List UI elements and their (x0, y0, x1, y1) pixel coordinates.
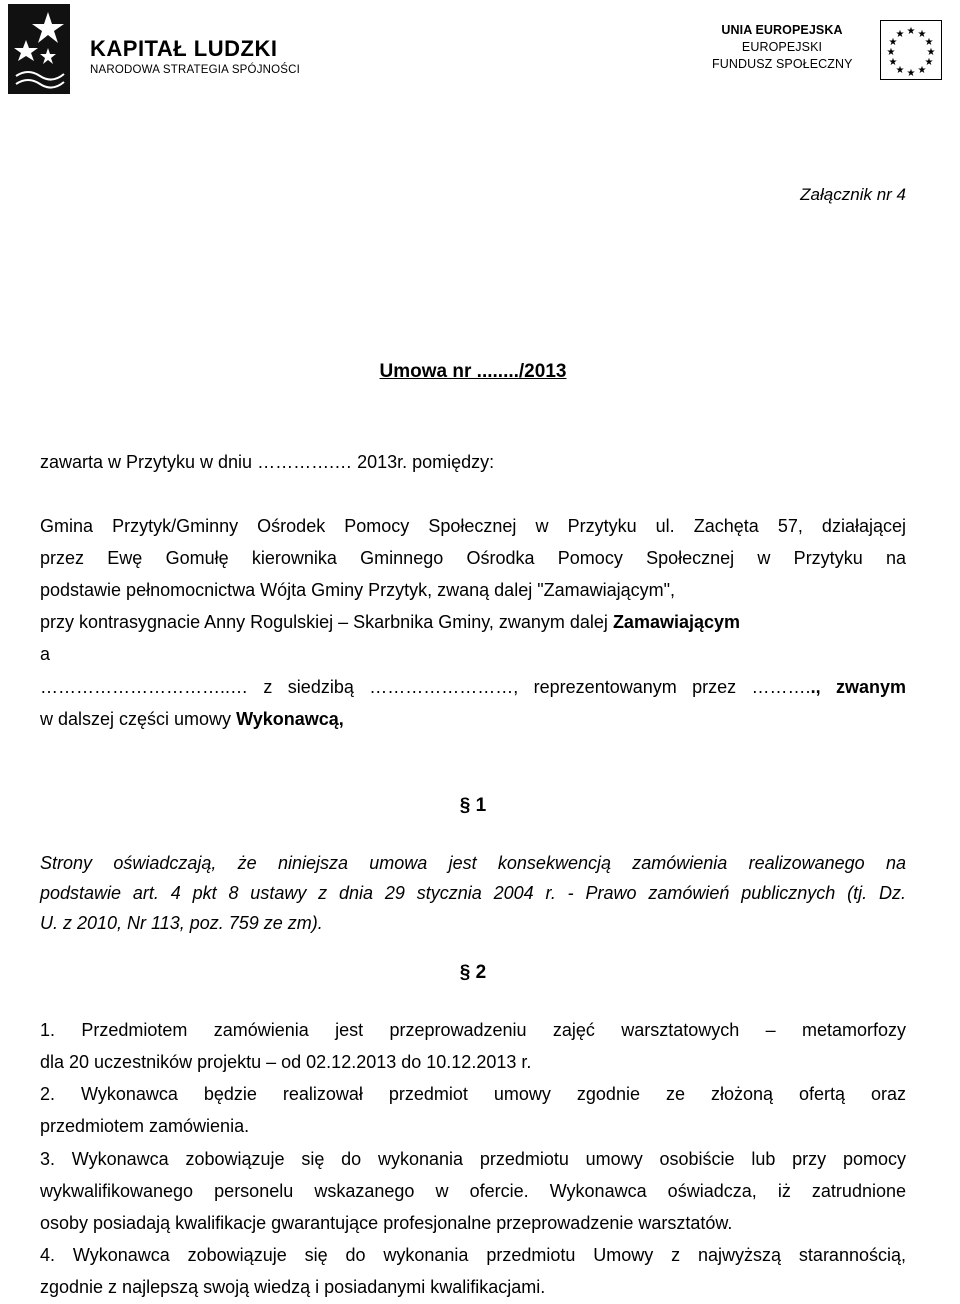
svg-text:★: ★ (924, 57, 934, 68)
parties-line-4-bold: Zamawiającym (612, 612, 741, 632)
parties-line-5: a (40, 644, 51, 664)
logo-title: KAPITAŁ LUDZKI (90, 36, 278, 61)
parties-line-4-text: przy kontrasygnacie Anny Rogulskiej – Skarbnika Gminy, zwanym dalej (40, 612, 613, 632)
svg-text:★: ★ (924, 37, 934, 48)
parties-line-7-text: w dalszej części umowy (40, 709, 237, 729)
parties-line-2: przez Ewę Gomułę kierownika Gminnego Ośrodka Pomocy Społecznej w Przytyku na (40, 548, 906, 568)
svg-text:★: ★ (888, 57, 898, 68)
parties-line-3: podstawie pełnomocnictwa Wójta Gminy Przytyk, zwaną dalej "Zamawiającym", (40, 580, 676, 600)
svg-text:★: ★ (926, 47, 936, 58)
svg-text:★: ★ (888, 37, 898, 48)
svg-text:★: ★ (895, 29, 905, 40)
section-1-line-2: podstawie art. 4 pkt 8 ustawy z dnia 29 stycznia 2004 r. - Prawo zamówień publicznych (tj. Dz. (40, 883, 906, 903)
parties-line-7-bold: Wykonawcą, (236, 709, 344, 729)
section-2-item-2-line-1: 2. Wykonawca będzie realizował przedmiot umowy zgodnie ze złożoną ofertą oraz (40, 1084, 906, 1104)
eu-logo-line-3: FUNDUSZ SPOŁECZNY (712, 57, 853, 71)
eu-flag-icon (880, 20, 942, 80)
parties-line-7 (40, 703, 906, 736)
section-2-item-3-line-3: osoby posiadają kwalifikacje gwarantujące profesjonalne przeprowadzenie warsztatów. (40, 1213, 733, 1233)
section-2-item-1-line-2: dla 20 uczestników projektu – od 02.12.2013 do 10.12.2013 r. (40, 1052, 532, 1072)
kapital-ludzki-logo (8, 4, 308, 96)
section-2-item-1-line-1: 1. Przedmiotem zamówienia jest przeprowadzeniu zajęć warsztatowych – metamorfozy (40, 1020, 906, 1040)
svg-text:★: ★ (906, 26, 916, 37)
svg-text:★: ★ (906, 68, 916, 79)
parties-line-6-bold: ., zwanym (810, 677, 906, 697)
section-1-line-1: Strony oświadczają, że niniejsza umowa jest konsekwencją zamówienia realizowanego na (40, 853, 906, 873)
section-2-item-2-line-2: przedmiotem zamówienia. (40, 1116, 250, 1136)
annex-label: Załącznik nr 4 (800, 185, 906, 204)
eu-logo (712, 22, 952, 82)
kapital-ludzki-emblem-icon (8, 4, 70, 94)
parties-line-6-text: …………………………..… z siedzibą ……………………, reprezentowanym przez ………. (40, 677, 811, 697)
svg-text:★: ★ (917, 29, 927, 40)
svg-text:★: ★ (895, 65, 905, 76)
contract-title: Umowa nr ......../2013 (379, 361, 567, 382)
parties-line-4 (40, 606, 906, 639)
svg-text:★: ★ (886, 47, 896, 58)
intro-line: zawarta w Przytyku w dniu ………….… 2013r. pomiędzy: (40, 452, 495, 472)
eu-logo-line-2: EUROPEJSKI (741, 40, 823, 54)
section-2-heading: § 2 (459, 962, 487, 983)
svg-text:★: ★ (917, 65, 927, 76)
section-1-heading: § 1 (459, 795, 487, 816)
section-1-line-3: U. z 2010, Nr 113, poz. 759 ze zm). (40, 913, 323, 933)
section-2-item-3-line-1: 3. Wykonawca zobowiązuje się do wykonania przedmiotu umowy osobiście lub przy pomocy (40, 1149, 906, 1169)
logo-subtitle: NARODOWA STRATEGIA SPÓJNOŚCI (90, 64, 301, 76)
eu-logo-line-1: UNIA EUROPEJSKA (721, 23, 843, 37)
section-2-item-4-line-1: 4. Wykonawca zobowiązuje się do wykonania przedmiotu Umowy z najwyższą starannością, (40, 1245, 906, 1265)
section-2-item-4-line-2: zgodnie z najlepszą swoją wiedzą i posiadanymi kwalifikacjami. (40, 1277, 546, 1297)
parties-line-1: Gmina Przytyk/Gminny Ośrodek Pomocy Społecznej w Przytyku ul. Zachęta 57, działającej (40, 516, 906, 536)
section-2-item-3-line-2: wykwalifikowanego personelu wskazanego w ofercie. Wykonawca oświadcza, iż zatrudnione (40, 1181, 906, 1201)
parties-line-6 (40, 671, 906, 704)
